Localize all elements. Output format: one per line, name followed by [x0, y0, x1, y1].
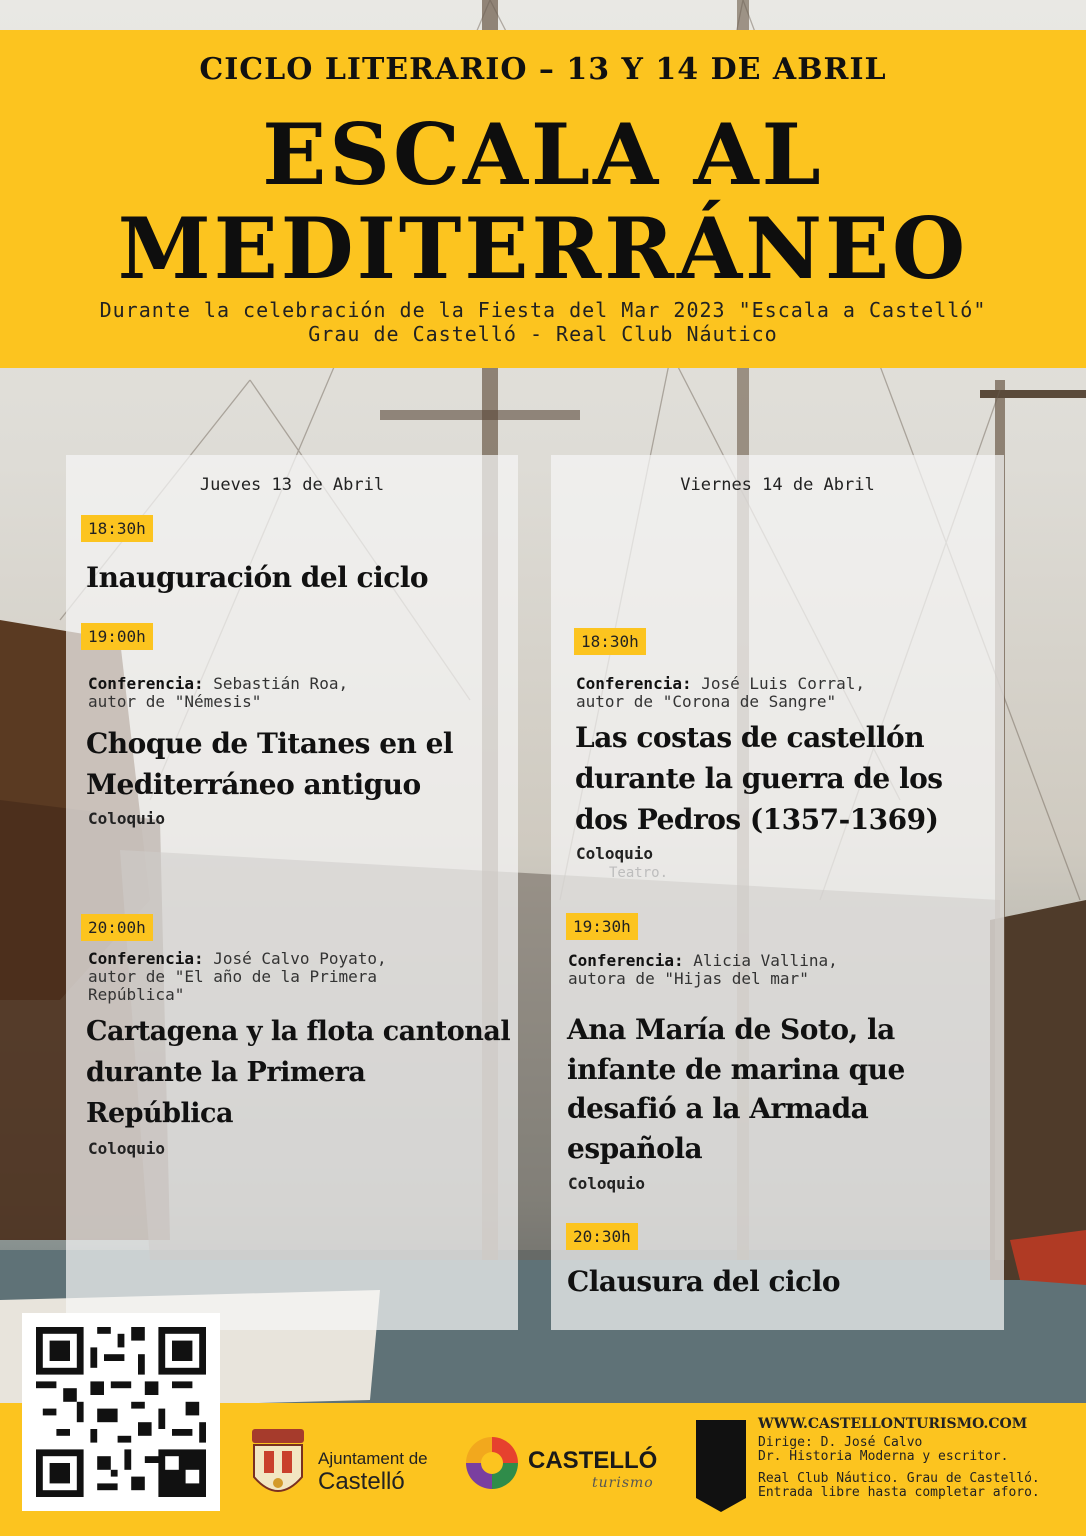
- colloquium-label: Coloquio: [88, 809, 166, 828]
- title-line: Cartagena y la flota cantonal: [86, 1016, 511, 1047]
- speaker-name: José Luis Corral,: [691, 674, 865, 693]
- conf-label: Conferencia:: [88, 674, 204, 693]
- ajuntament-logo: [242, 1419, 442, 1519]
- title-line: infante de marina que: [567, 1052, 905, 1086]
- colloquium-label: Coloquio: [576, 844, 654, 863]
- time-badge: 18:30h: [574, 628, 646, 655]
- conf-label: Conferencia:: [88, 949, 204, 968]
- footer-info: [758, 1417, 1078, 1501]
- day-label: Jueves 13 de Abril: [199, 475, 385, 495]
- turismo-wordmark: turismo: [592, 1475, 654, 1491]
- time-badge: 18:30h: [81, 515, 153, 542]
- speaker-book: autora de "Hijas del mar": [568, 969, 809, 988]
- time-badge: 19:30h: [566, 913, 638, 940]
- colloquium-label: Coloquio: [88, 1139, 166, 1158]
- faint-text: Teatro.: [609, 865, 669, 881]
- castello-turismo-logo: [462, 1423, 692, 1513]
- day-label: Viernes 14 de Abril: [680, 475, 875, 495]
- event-title: [575, 717, 943, 840]
- turismo-circle-icon: [462, 1433, 522, 1493]
- title-line-2: MEDITERRÁNEO: [117, 199, 969, 298]
- time-badge: 19:00h: [81, 623, 153, 650]
- header-description: [0, 298, 1086, 346]
- speaker-info: [88, 950, 387, 1004]
- venue-line: Real Club Náutico. Grau de Castelló.: [758, 1470, 1040, 1486]
- entry-line: Entrada libre hasta completar aforo.: [758, 1485, 1040, 1500]
- header-banner: [0, 30, 1086, 368]
- ajuntament-line: Castelló: [318, 1468, 405, 1495]
- speaker-info: [88, 675, 348, 711]
- event-title: [567, 1010, 905, 1168]
- title-line: dos Pedros (1357-1369): [575, 803, 939, 836]
- title-line: Mediterráneo antiguo: [86, 768, 421, 801]
- coat-of-arms-icon: [242, 1425, 314, 1509]
- website-link[interactable]: WWW.CASTELLONTURISMO.COM: [758, 1416, 1028, 1432]
- colloquium-label: Coloquio: [568, 1174, 646, 1193]
- director-line: Dirige: D. José Calvo: [758, 1434, 923, 1450]
- speaker-book: autor de "El año de la Primera: [88, 967, 377, 986]
- page-title: [0, 105, 1086, 298]
- title-line: Ana María de Soto, la: [567, 1013, 895, 1046]
- title-line-1: ESCALA AL: [262, 105, 824, 204]
- day-panel-friday: [551, 455, 1004, 1330]
- desc-line-2: Grau de Castelló - Real Club Náutico: [308, 322, 778, 346]
- title-line: durante la Primera: [86, 1057, 366, 1088]
- title-line: desafió a la Armada: [567, 1092, 869, 1125]
- title-line: española: [567, 1131, 703, 1165]
- ajuntament-line: Ajuntament de: [318, 1449, 428, 1468]
- desc-line-1: Durante la celebración de la Fiesta del Mar 2023 "Escala a Castelló": [99, 298, 987, 322]
- event-title: Clausura del ciclo: [567, 1265, 841, 1298]
- speaker-name: Alicia Vallina,: [683, 951, 838, 970]
- title-line: República: [86, 1098, 233, 1129]
- time-badge: 20:00h: [81, 914, 153, 941]
- qr-code-icon: [36, 1327, 206, 1497]
- speaker-book: autor de "Némesis": [88, 692, 262, 711]
- black-tag-icon: [696, 1420, 746, 1512]
- speaker-name: Sebastián Roa,: [203, 674, 349, 693]
- ajuntament-text: [318, 1449, 428, 1495]
- title-line: durante la guerra de los: [575, 762, 943, 795]
- speaker-info: [576, 675, 865, 711]
- title-line: Choque de Titanes en el: [86, 727, 454, 760]
- conf-label: Conferencia:: [568, 951, 684, 970]
- castello-wordmark: CASTELLÓ: [528, 1447, 658, 1474]
- title-line: Las costas de castellón: [575, 721, 925, 754]
- speaker-name: José Calvo Poyato,: [203, 949, 387, 968]
- speaker-book: autor de "Corona de Sangre": [576, 692, 837, 711]
- time-badge: 20:30h: [566, 1223, 638, 1250]
- qr-code[interactable]: [22, 1313, 220, 1511]
- cycle-heading: CICLO LITERARIO – 13 Y 14 DE ABRIL: [199, 52, 887, 87]
- speaker-book: República": [88, 985, 185, 1004]
- director-title: Dr. Historia Moderna y escritor.: [758, 1449, 1009, 1464]
- event-title: [86, 1011, 510, 1134]
- event-title: Inauguración del ciclo: [86, 561, 429, 594]
- speaker-info: [568, 952, 838, 988]
- conf-label: Conferencia:: [576, 674, 692, 693]
- day-panel-thursday: [66, 455, 518, 1330]
- event-title: [86, 723, 453, 805]
